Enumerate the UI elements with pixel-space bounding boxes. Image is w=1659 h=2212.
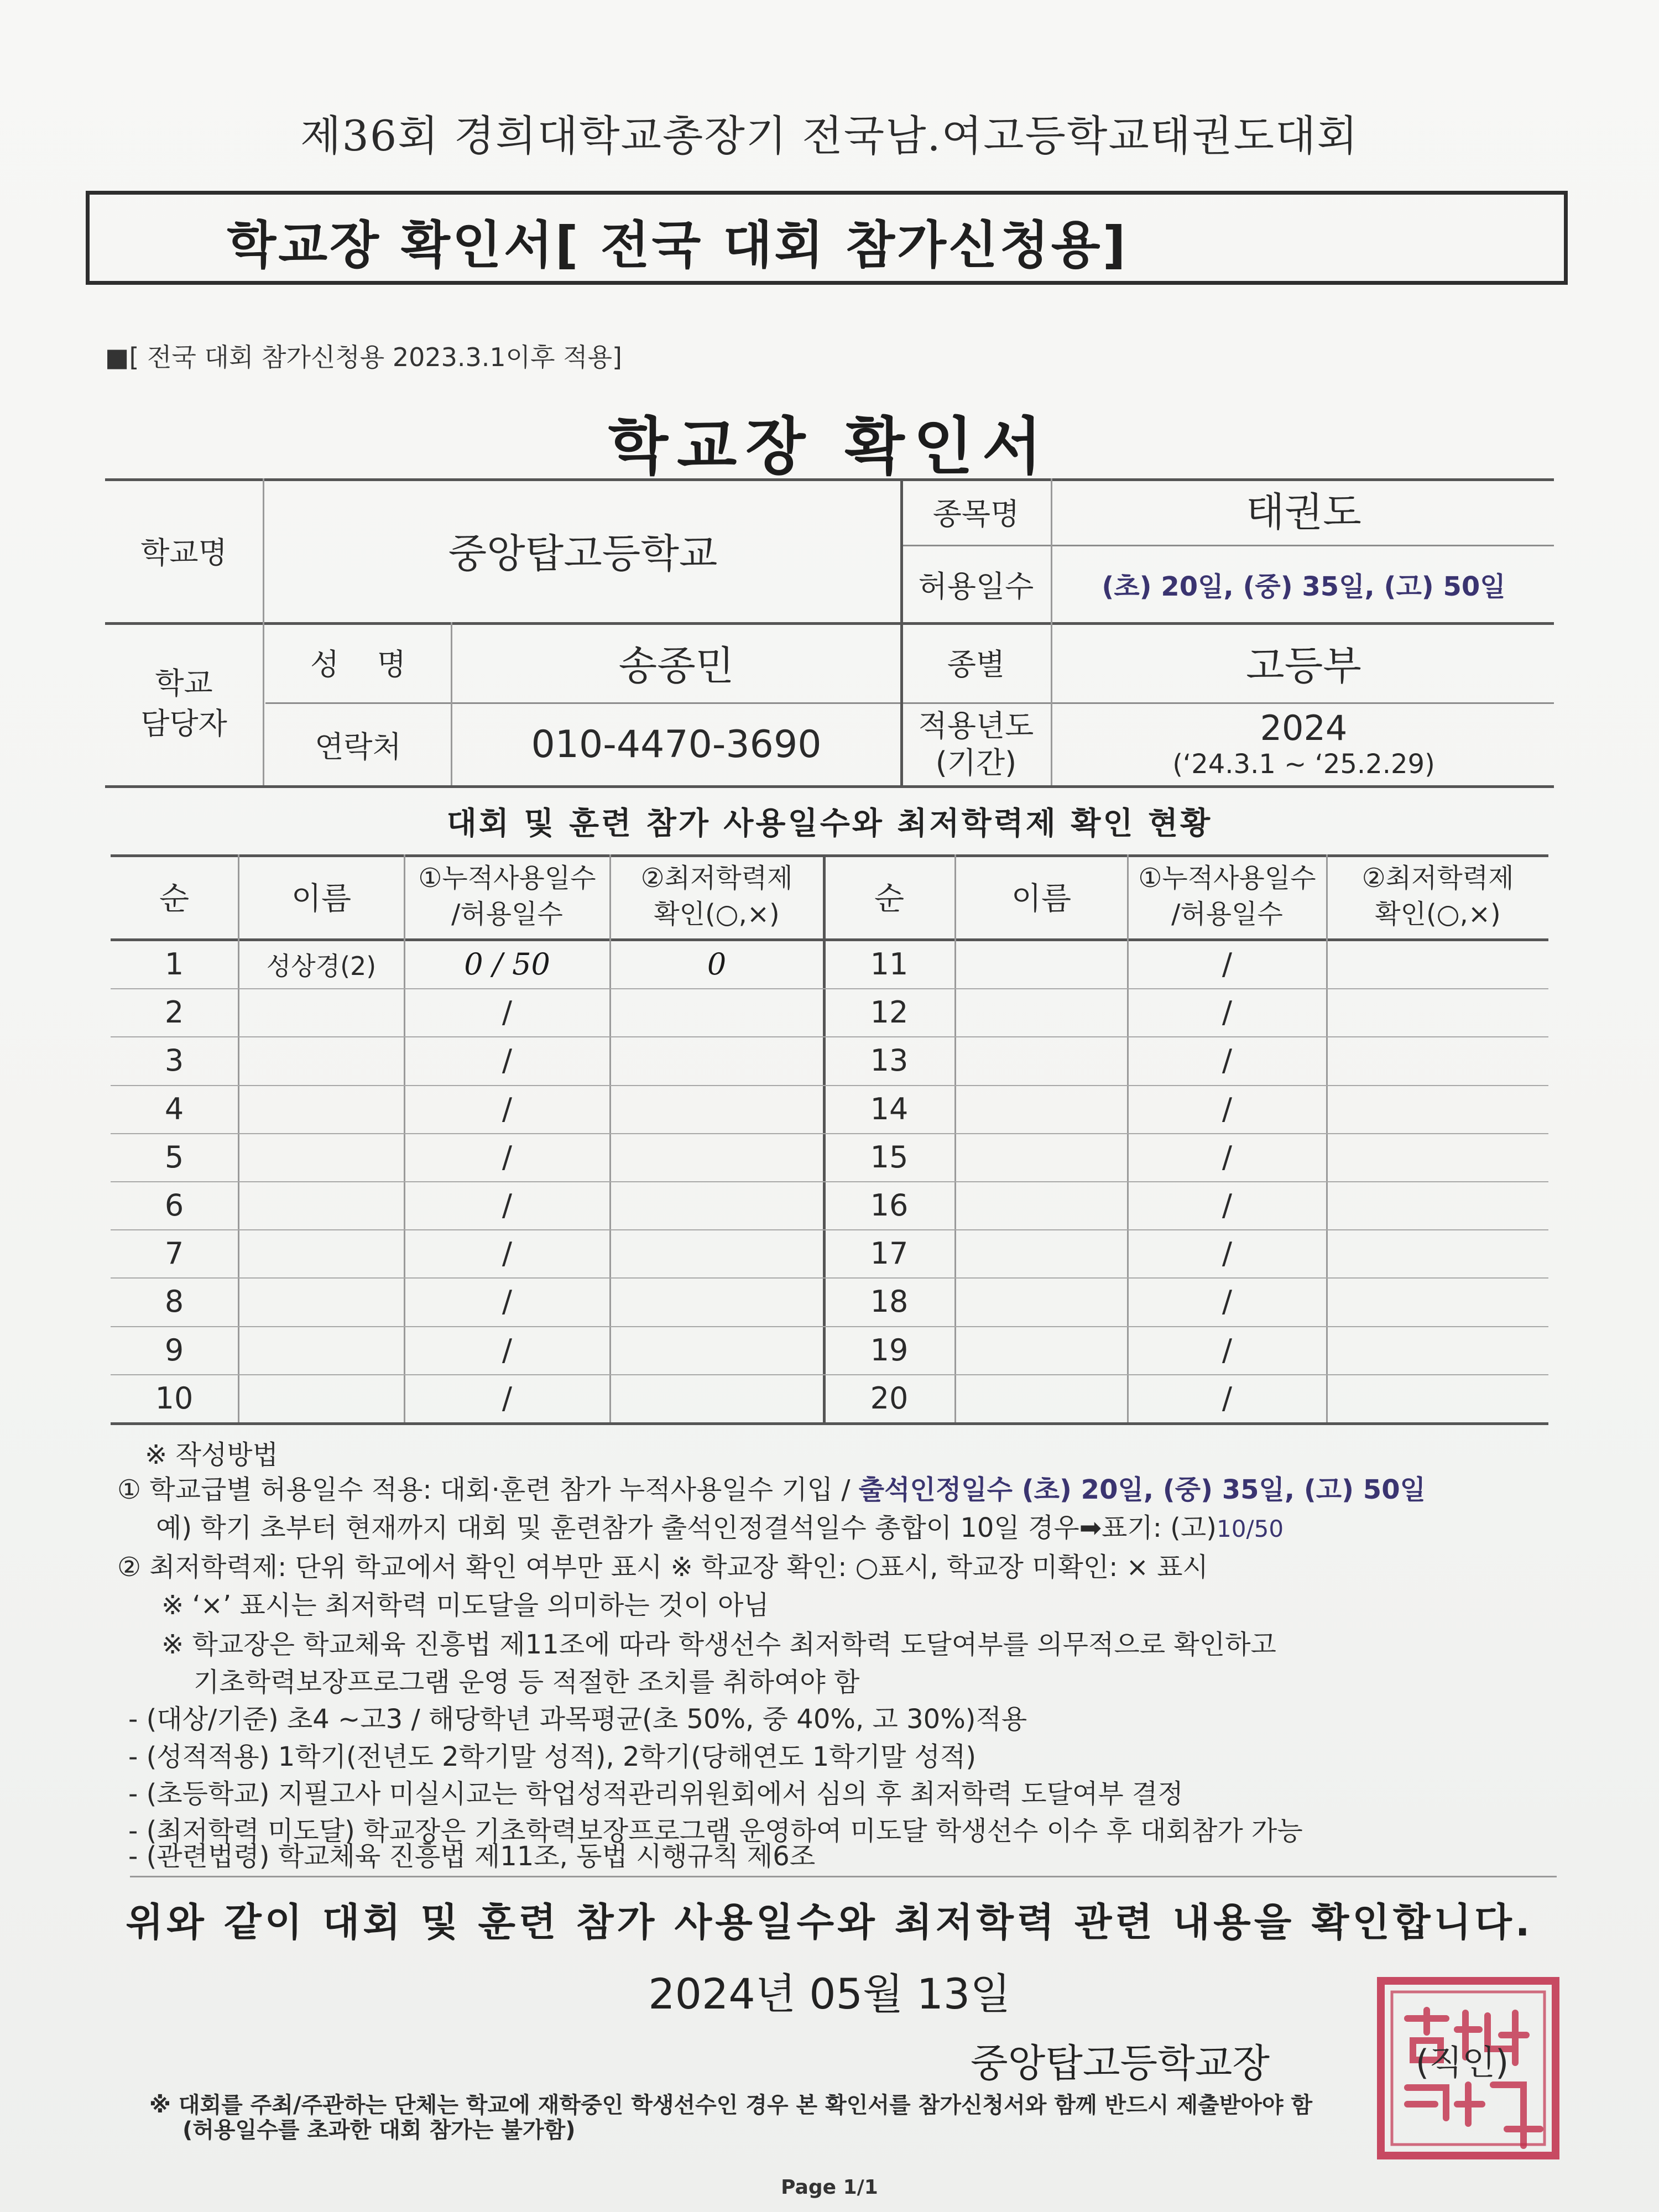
col-days-right-line-2: /허용일수 (1171, 899, 1283, 930)
year-cell (1053, 703, 1554, 785)
section-title: 대회 및 훈련 참가 사용일수와 최저학력제 확인 현황 (446, 806, 1213, 842)
event-value: 태권도 (1246, 489, 1361, 535)
right-row-min-check (1327, 1133, 1548, 1181)
left-row-name (239, 988, 404, 1036)
arrow-icon: ➡ (1079, 1512, 1102, 1543)
box-title: 학교장 확인서[ 전국 대회 참가신청용] (227, 216, 1128, 275)
col-days-right (1128, 854, 1326, 938)
left-row-min-check (611, 1326, 823, 1374)
col-min-right-line-1: ②최저학력제 (1361, 863, 1514, 894)
left-row-number: 10 (155, 1380, 194, 1416)
col-min-left-line-2: 확인(○,×) (654, 899, 780, 930)
phone-value: 010-4470-3690 (531, 722, 822, 766)
right-row-days: / (1222, 995, 1233, 1030)
col-min-left-line-1: ②최저학력제 (640, 863, 793, 894)
right-row-number: 13 (870, 1043, 909, 1078)
event-title: 제36회 경희대학교총장기 전국남.여고등학교태권도대회 (300, 111, 1359, 160)
confirmation-statement: 위와 같이 대회 및 훈련 참가 사용일수와 최저학력 관련 내용을 확인합니다. (126, 1900, 1533, 1945)
note-6: 기초학력보장프로그램 운영 등 적절한 조치를 취하여야 함 (194, 1667, 860, 1698)
note-10: - (최저학력 미도달) 학교장은 기초학력보장프로그램 운영하여 미도달 학생선수 이수 후 대회참가 가능 (128, 1815, 1303, 1846)
right-row-days: / (1222, 947, 1233, 982)
note-1 (117, 1468, 1426, 1506)
left-row-min-check (611, 1036, 823, 1084)
right-row-name (956, 1181, 1127, 1229)
left-row-days: / (502, 995, 513, 1030)
name-label: 성 명 (310, 647, 406, 682)
right-row-name (956, 1277, 1127, 1326)
footer-note-2: (허용일수를 초과한 대회 참가는 불가함) (182, 2117, 576, 2143)
right-row-days: / (1222, 1043, 1233, 1078)
col-min-right-line-2: 확인(○,×) (1375, 899, 1501, 930)
note-9: - (초등학교) 지필고사 미실시교는 학업성적관리위원회에서 심의 후 최저학력 도달여부 결정 (128, 1778, 1183, 1809)
note-2-text: 예) 학기 초부터 현재까지 대회 및 훈련참가 출석인정결석일수 총합이 10일 경우 (156, 1512, 1079, 1543)
note-2 (156, 1506, 1284, 1545)
right-row-name (956, 1374, 1127, 1422)
right-row-name (956, 940, 1127, 988)
left-row-name (239, 1085, 404, 1133)
right-row-days: / (1222, 1091, 1233, 1126)
col-days-right-line-1: ①누적사용일수 (1138, 863, 1316, 894)
note-8: - (성적적용) 1학기(전년도 2학기말 성적), 2학기(당해연도 1학기말 성적) (128, 1741, 977, 1772)
left-row-name (239, 1181, 404, 1229)
note-1-highlight: 출석인정일수 (초) 20일, (중) 35일, (고) 50일 (858, 1474, 1426, 1505)
right-row-number: 20 (870, 1380, 909, 1416)
left-row-days: / (502, 1043, 513, 1078)
left-row-number: 6 (164, 1188, 184, 1223)
right-row-number: 17 (870, 1236, 909, 1271)
left-row-min-check (611, 1229, 823, 1277)
left-row-min-check: 0 (707, 947, 727, 982)
right-row-name (956, 1036, 1127, 1084)
col-min-left (611, 854, 823, 938)
left-row-number: 7 (164, 1236, 184, 1271)
right-row-number: 11 (870, 947, 909, 982)
right-row-days: / (1222, 1380, 1233, 1416)
right-row-name (956, 1085, 1127, 1133)
school-label: 학교명 (140, 535, 227, 570)
left-row-days: / (502, 1139, 513, 1175)
col-no-right: 순 (874, 881, 905, 917)
left-row-number: 4 (164, 1091, 184, 1126)
left-row-days: / (502, 1332, 513, 1368)
right-row-days: / (1222, 1139, 1233, 1175)
col-days-left-line-1: ①누적사용일수 (418, 863, 596, 894)
seal-label: (직인) (1416, 2042, 1509, 2083)
right-row-number: 19 (870, 1332, 909, 1368)
col-no-left: 순 (159, 881, 190, 917)
note-3: ② 최저학력제: 단위 학교에서 확인 여부만 표시 ※ 학교장 확인: ○표시, 학교장 미확인: × 표시 (117, 1552, 1208, 1583)
left-row-min-check (611, 988, 823, 1036)
right-row-min-check (1327, 1326, 1548, 1374)
left-row-name: 성상경(2) (266, 951, 377, 981)
school-value: 중앙탑고등학교 (448, 530, 718, 577)
col-days-left-line-2: /허용일수 (451, 899, 563, 930)
note-1-text: ① 학교급별 허용일수 적용: 대회·훈련 참가 누적사용일수 기입 / (117, 1474, 859, 1505)
left-row-days: / (502, 1188, 513, 1223)
year-label-line-1: 적용년도 (918, 708, 1034, 743)
page-number: Page 1/1 (781, 2176, 878, 2199)
left-row-number: 9 (164, 1332, 184, 1368)
right-row-days: / (1222, 1236, 1233, 1271)
left-row-name (239, 1277, 404, 1326)
note-11: - (관련법령) 학교체육 진흥법 제11조, 동법 시행규칙 제6조 (128, 1841, 816, 1872)
right-row-name (956, 1133, 1127, 1181)
left-row-name (239, 1229, 404, 1277)
left-row-number: 2 (164, 995, 184, 1030)
contact-label (105, 622, 263, 785)
right-row-min-check (1327, 1181, 1548, 1229)
left-row-number: 8 (164, 1284, 184, 1319)
col-min-right (1327, 854, 1548, 938)
note-7: - (대상/기준) 초4 ~고3 / 해당학년 과목평균(초 50%, 중 40%, 고 30%)적용 (128, 1704, 1027, 1735)
document-date: 2024년 05월 13일 (648, 1969, 1011, 2018)
col-name-left: 이름 (291, 881, 352, 917)
col-days-left (405, 854, 609, 938)
allowed-label: 허용일수 (918, 569, 1034, 604)
event-label: 종목명 (932, 496, 1020, 531)
right-row-number: 18 (870, 1284, 909, 1319)
left-row-number: 5 (164, 1139, 184, 1175)
right-row-days: / (1222, 1284, 1233, 1319)
left-row-days: / (502, 1380, 513, 1416)
left-row-min-check (611, 1085, 823, 1133)
left-row-name (239, 1036, 404, 1084)
notice-line: ■[ 전국 대회 참가신청용 2023.3.1이후 적용] (105, 342, 622, 372)
year-label-line-2: (기간) (935, 745, 1017, 780)
right-row-name (956, 1229, 1127, 1277)
phone-label: 연락처 (315, 729, 401, 764)
contact-label-line-2: 담당자 (140, 706, 227, 741)
left-row-days: 0 / 50 (464, 947, 550, 982)
note-4: ※ ‘×’ 표시는 최저학력 미도달을 의미하는 것이 아님 (161, 1590, 769, 1621)
left-row-number: 3 (164, 1043, 184, 1078)
year-label (901, 703, 1051, 785)
principal-signature-line: 중앙탑고등학교장 (971, 2041, 1270, 2086)
col-name-right: 이름 (1011, 881, 1072, 917)
right-row-days: / (1222, 1332, 1233, 1368)
right-row-name (956, 988, 1127, 1036)
division-label: 종별 (947, 647, 1005, 682)
right-row-min-check (1327, 988, 1548, 1036)
year-value: 2024 (1260, 708, 1348, 748)
left-row-min-check (611, 1277, 823, 1326)
right-row-min-check (1327, 1277, 1548, 1326)
footer-note: ※ 대회를 주최/주관하는 단체는 학교에 재학중인 학생선수인 경우 본 확인서를 참가신청서와 함께 반드시 제출받아야 함 (149, 2093, 1313, 2118)
note-2-format: 표기: (고) (1102, 1512, 1217, 1543)
left-row-name (239, 1326, 404, 1374)
right-row-number: 16 (870, 1188, 909, 1223)
right-row-name (956, 1326, 1127, 1374)
right-row-min-check (1327, 1229, 1548, 1277)
left-row-min-check (611, 1133, 823, 1181)
main-title: 학교장 확인서 (608, 411, 1051, 483)
contact-label-line-1: 학교 (155, 665, 213, 701)
note-5: ※ 학교장은 학교체육 진흥법 제11조에 따라 학생선수 최저학력 도달여부를 의무적으로 확인하고 (161, 1629, 1276, 1660)
right-row-days: / (1222, 1188, 1233, 1223)
right-row-number: 12 (870, 995, 909, 1030)
left-row-days: / (502, 1284, 513, 1319)
right-row-number: 15 (870, 1139, 909, 1175)
left-row-number: 1 (164, 947, 184, 982)
left-row-min-check (611, 1181, 823, 1229)
right-row-min-check (1327, 1374, 1548, 1422)
right-row-min-check (1327, 940, 1548, 988)
left-row-min-check (611, 1374, 823, 1422)
division-value: 고등부 (1246, 642, 1361, 689)
right-row-number: 14 (870, 1091, 909, 1126)
right-row-min-check (1327, 1036, 1548, 1084)
right-row-min-check (1327, 1085, 1548, 1133)
name-value: 송종민 (618, 642, 734, 689)
left-row-name (239, 1133, 404, 1181)
allowed-value: (초) 20일, (중) 35일, (고) 50일 (1102, 571, 1506, 602)
note-2-example: 10/50 (1217, 1515, 1284, 1542)
period-value: (‘24.3.1 ~ ‘25.2.29) (1172, 749, 1435, 780)
left-row-days: / (502, 1091, 513, 1126)
left-row-days: / (502, 1236, 513, 1271)
notes-heading: ※ 작성방법 (145, 1439, 278, 1470)
left-row-name (239, 1374, 404, 1422)
